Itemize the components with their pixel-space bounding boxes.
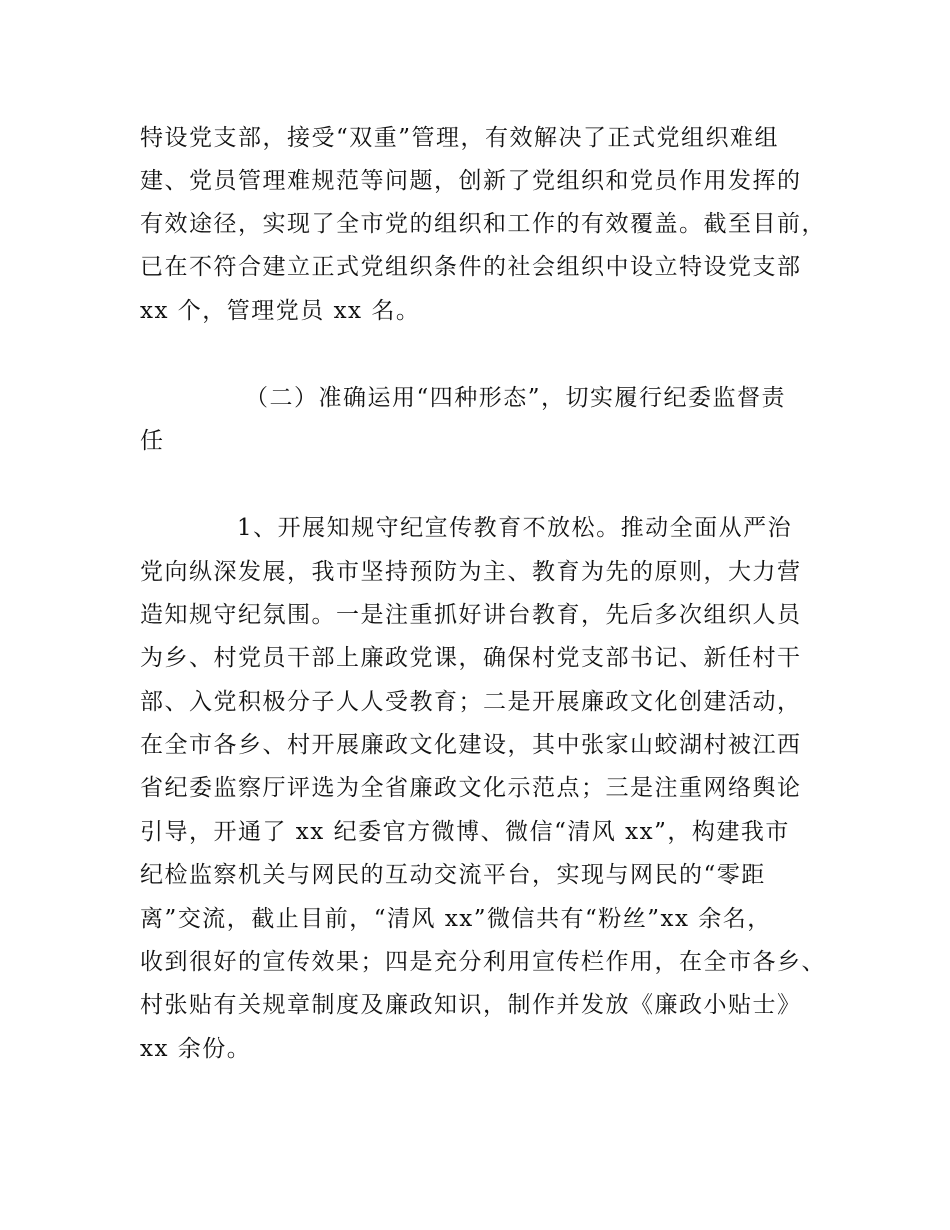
paragraph-line: 有效途径，实现了全市党的组织和工作的有效覆盖。截至目前， [140,211,826,237]
paragraph-line: xx 余份。 [140,1036,252,1062]
paragraph-line: 村张贴有关规章制度及廉政知识，制作并发放《廉政小贴士》 [140,992,802,1018]
paragraph-line: 离”交流，截止目前，“清风 xx”微信共有“粉丝”xx 余名， [140,906,772,932]
paragraph-line: 造知规守纪氛围。一是注重抓好讲台教育，先后多次组织人员 [140,602,802,628]
paragraph-line: 在全市各乡、村开展廉政文化建设，其中张家山蛟湖村被江西 [140,732,802,758]
paragraph-line: 已在不符合建立正式党组织条件的社会组织中设立特设党支部 [140,254,802,280]
paragraph-line: 纪检监察机关与网民的互动交流平台，实现与网民的“零距 [140,862,766,888]
paragraph-line: 为乡、村党员干部上廉政党课，确保村党支部书记、新任村干 [140,645,802,671]
section-heading: （二）准确运用“四种形态”，切实履行纪委监督责 [245,385,787,411]
paragraph-line: 引导，开通了 xx 纪委官方微博、微信“清风 xx”，构建我市 [140,819,790,845]
paragraph-line: xx 个，管理党员 xx 名。 [140,298,421,324]
section-heading-continued: 任 [140,428,165,454]
paragraph-line: 党向纵深发展，我市坚持预防为主、教育为先的原则，大力营 [140,559,802,585]
paragraph-line: 部、入党积极分子人人受教育；二是开展廉政文化创建活动， [140,689,802,715]
paragraph-line: 收到很好的宣传效果；四是充分利用宣传栏作用，在全市各乡、 [140,949,826,975]
item-heading-line: 1、开展知规守纪宣传教育不放松。推动全面从严治 [237,515,793,541]
paragraph-line: 特设党支部，接受“双重”管理，有效解决了正式党组织难组 [140,125,780,151]
paragraph-line: 建、党员管理难规范等问题，创新了党组织和党员作用发挥的 [140,168,802,194]
paragraph-line: 省纪委监察厅评选为全省廉政文化示范点；三是注重网络舆论 [140,775,802,801]
